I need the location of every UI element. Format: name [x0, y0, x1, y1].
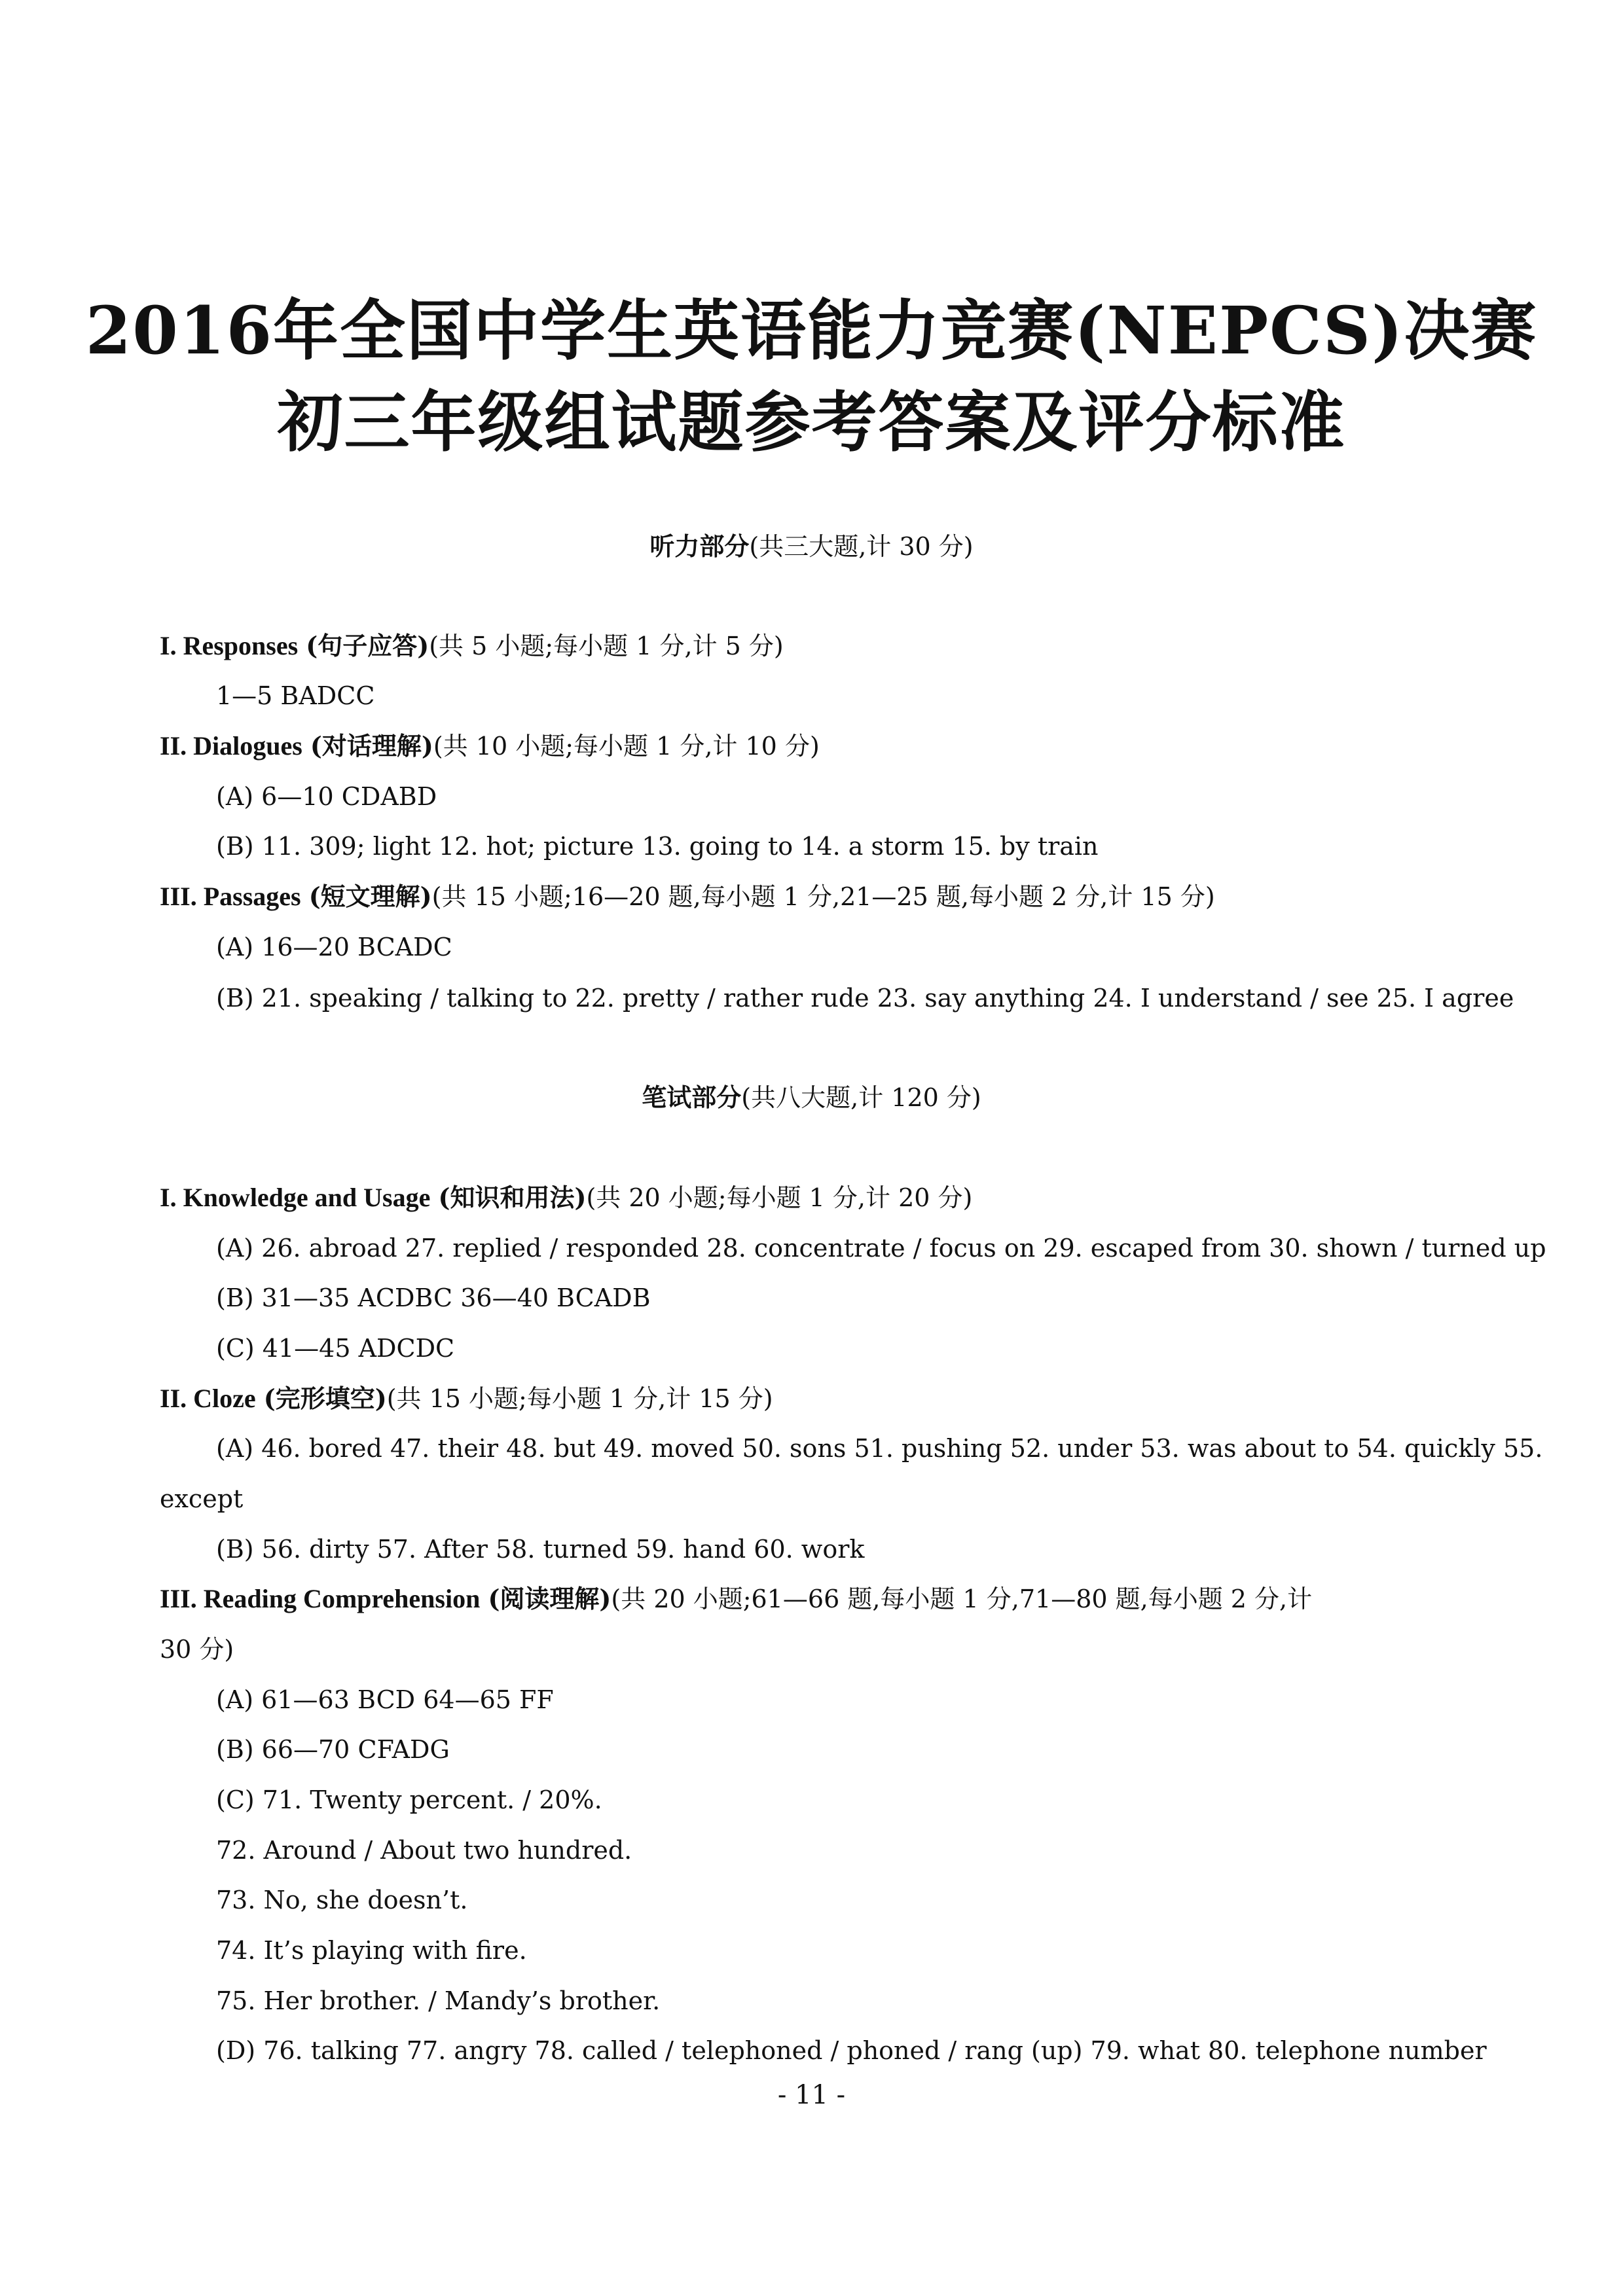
answer-line: (B) 66—70 CFADG [216, 1735, 450, 1764]
document-title-line1: 2016年全国中学生英语能力竞赛(NEPCS)决赛 [85, 292, 1538, 369]
listening-heading-bold: 听力部分 [649, 531, 750, 561]
section-heading: III. Passages (短文理解)(共 15 小题;16—20 题,每小题 1 分,21—25 题,每小题 2 分,计 15 分) [160, 882, 1215, 911]
answer-line: 75. Her brother. / Mandy’s brother. [216, 1986, 661, 2015]
answer-line: (B) 56. dirty 57. After 58. turned 59. hand 60. work [216, 1535, 865, 1564]
answer-line: (A) 6—10 CDABD [216, 782, 437, 811]
section-heading: II. Cloze (完形填空)(共 15 小题;每小题 1 分,计 15 分) [160, 1384, 773, 1413]
written-part-heading [0, 1081, 1623, 1114]
answer-line: 72. Around / About two hundred. [216, 1836, 632, 1865]
answer-line: (B) 11. 309; light 12. hot; picture 13. going to 14. a storm 15. by train [216, 832, 1099, 861]
answer-line: 74. It’s playing with fire. [216, 1936, 527, 1965]
answer-line: (C) 41—45 ADCDC [216, 1334, 455, 1363]
document-title-line2: 初三年级组试题参考答案及评分标准 [277, 384, 1346, 461]
written-heading-rest: (共八大题,计 120 分) [741, 1083, 981, 1112]
answer-line: (A) 26. abroad 27. replied / responded 28. concentrate / focus on 29. escaped from 30. shown / turned up [216, 1234, 1546, 1263]
answer-line: (A) 16—20 BCADC [216, 933, 452, 961]
answer-line: (B) 31—35 ACDBC 36—40 BCADB [216, 1283, 651, 1312]
written-heading-bold: 笔试部分 [642, 1083, 742, 1112]
listening-heading-rest: (共三大题,计 30 分) [749, 532, 974, 561]
section-heading: I. Responses (句子应答)(共 5 小题;每小题 1 分,计 5 分) [160, 631, 784, 660]
answer-line-continued: except [160, 1484, 244, 1513]
answer-line: (A) 46. bored 47. their 48. but 49. moved 50. sons 51. pushing 52. under 53. was about to 54. quickly 55. [216, 1434, 1543, 1463]
section-heading: I. Knowledge and Usage (知识和用法)(共 20 小题;每小题 1 分,计 20 分) [160, 1183, 973, 1212]
answer-line: 73. No, she doesn’t. [216, 1886, 468, 1914]
section-heading: II. Dialogues (对话理解)(共 10 小题;每小题 1 分,计 10 分) [160, 731, 820, 761]
answer-line: (D) 76. talking 77. angry 78. called / telephoned / phoned / rang (up) 79. what 80. telephone number [216, 2036, 1487, 2065]
answer-line: (C) 71. Twenty percent. / 20%. [216, 1785, 602, 1814]
answer-line: 1—5 BADCC [216, 681, 375, 710]
answer-line: (B) 21. speaking / talking to 22. pretty / rather rude 23. say anything 24. I understand / see 25. I agree [216, 984, 1514, 1013]
listening-part-heading [0, 530, 1623, 563]
answer-line: (A) 61—63 BCD 64—65 FF [216, 1685, 554, 1714]
section-heading: III. Reading Comprehension (阅读理解)(共 20 小题;61—66 题,每小题 1 分,71—80 题,每小题 2 分,计 [160, 1584, 1313, 1613]
section-info-continued: 30 分) [160, 1635, 234, 1664]
page-number: - 11 - [777, 2080, 846, 2110]
